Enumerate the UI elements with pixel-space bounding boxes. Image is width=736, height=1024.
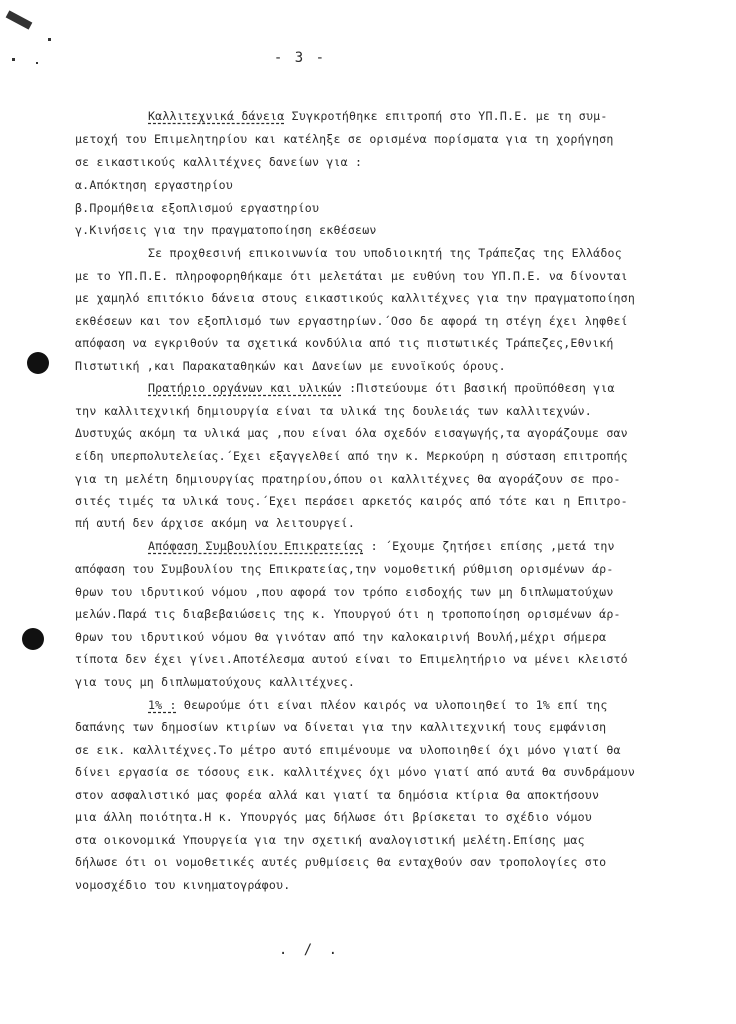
page-number: - 3 - — [273, 50, 327, 66]
text-line: σιτές τιμές τα υλικά τους.΄Εχει περάσει αρκετός καιρός από τότε και η Επιτρο- — [75, 494, 628, 508]
text-line: απόφαση του Συμβουλίου της Επικρατείας,την νομοθετική ρύθμιση ορισμένων άρ- — [75, 562, 614, 576]
text-line: μετοχή του Επιμελητηρίου και κατέληξε σε ορισμένα πορίσματα για τη χορήγηση — [75, 132, 614, 146]
text-line: νομοσχέδιο του κινηματογράφου. — [75, 878, 291, 892]
text-line: με το ΥΠ.Π.Ε. πληροφορηθήκαμε ότι μελετάται με ευθύνη του ΥΠ.Π.Ε. να δίνονται — [75, 269, 628, 283]
text-line: στον ασφαλιστικό μας φορέα αλλά και γιατί τα δημόσια κτίρια θα αποκτήσουν — [75, 788, 600, 802]
text-line: α.Απόκτηση εργαστηρίου — [75, 178, 233, 192]
text-line: την καλλιτεχνική δημιουργία είναι τα υλικά της δουλειάς των καλλιτεχνών. — [75, 404, 592, 418]
text-line: Απόφαση Συμβουλίου Επικρατείας : ΄Εχουμε ζητήσει επίσης ,μετά την — [148, 539, 615, 553]
text-line: τίποτα δεν έχει γίνει.Αποτέλεσμα αυτού είναι το Επιμελητήριο να μένει κλειστό — [75, 652, 628, 666]
continuation-mark: . / . — [278, 942, 342, 958]
text-line: μια άλλη ποιότητα.Η κ. Υπουργός μας δήλωσε ότι βρίσκεται το σχέδιο νόμου — [75, 810, 592, 824]
punch-hole-top — [27, 352, 49, 374]
text-line: Πρατήριο οργάνων και υλικών :Πιστεύουμε ότι βασική προϋπόθεση για — [148, 381, 615, 395]
text-line: δαπάνης των δημοσίων κτιρίων να δίνεται για την καλλιτεχνική τους εμφάνιση — [75, 720, 607, 734]
text-line: για τη μελέτη δημιουργίας πρατηρίου,όπου οι καλλιτέχνες θα αγοράζουν σε προ- — [75, 472, 621, 486]
text-line: είδη υπερπολυτελείας.΄Εχει εξαγγελθεί από την κ. Μερκούρη η σύσταση επιτροπής — [75, 449, 628, 463]
text-line: με χαμηλό επιτόκιο δάνεια στους εικαστικούς καλλιτέχνες για την πραγματοποίηση — [75, 291, 636, 305]
text-line: εκθέσεων και τον εξοπλισμό των εργαστηρίων.΄Οσο δε αφορά τη στέγη έχει ληφθεί — [75, 314, 628, 328]
scan-speck — [48, 38, 51, 41]
heading-percent: 1% : — [148, 698, 177, 712]
text-line: γ.Κινήσεις για την πραγματοποίηση εκθέσεων — [75, 223, 377, 237]
text-line: απόφαση να εγκριθούν τα σχετικά κονδύλια από τις πιστωτικές Τράπεζες,Εθνική — [75, 336, 614, 350]
text-line: θρων του ιδρυτικού νόμου θα γινόταν από την καλοκαιρινή Βουλή,μέχρι σήμερα — [75, 630, 607, 644]
text-line: δήλωσε ότι οι νομοθετικές αυτές ρυθμίσεις θα ενταχθούν σαν τροπολογίες στο — [75, 855, 607, 869]
text-line: θρων του ιδρυτικού νόμου ,που αφορά τον τρόπο εισδοχής των μη διπλωματούχων — [75, 585, 614, 599]
text-line: Δυστυχώς ακόμη τα υλικά μας ,που είναι όλα σχεδόν εισαγωγής,τα αγοράζουμε σαν — [75, 426, 628, 440]
text-line: στα οικονομικά Υπουργεία για την σχετική αναλογιστική μελέτη.Επίσης μας — [75, 833, 585, 847]
heading-loans: Καλλιτεχνικά δάνεια — [148, 109, 285, 123]
text-line: β.Προμήθεια εξοπλισμού εργαστηρίου — [75, 201, 320, 215]
scan-mark — [6, 10, 33, 29]
text-line: Σε προχθεσινή επικοινωνία του υποδιοικητή της Τράπεζας της Ελλάδος — [148, 246, 622, 260]
heading-store: Πρατήριο οργάνων και υλικών — [148, 381, 342, 395]
text-line: μελών.Παρά τις διαβεβαιώσεις της κ. Υπουργού ότι η τροποποίηση ορισμένων άρ- — [75, 607, 621, 621]
text-line: δίνει εργασία σε τόσους εικ. καλλιτέχνες όχι μόνο γιατί από αυτά θα συνδράμουν — [75, 765, 636, 779]
text-line: σε εικαστικούς καλλιτέχνες δανείων για : — [75, 155, 363, 169]
text-line: πή αυτή δεν άρχισε ακόμη να λειτουργεί. — [75, 516, 356, 530]
text-line: Πιστωτική ,και Παρακαταθηκών και Δανείων με ευνοϊκούς όρους. — [75, 359, 506, 373]
heading-council: Απόφαση Συμβουλίου Επικρατείας — [148, 539, 364, 553]
text-line: 1% : Θεωρούμε ότι είναι πλέον καιρός να υλοποιηθεί το 1% επί της — [148, 698, 608, 712]
text-line: για τους μη διπλωματούχους καλλιτέχνες. — [75, 675, 356, 689]
text-line: σε εικ. καλλιτέχνες.Το μέτρο αυτό επιμένουμε να υλοποιηθεί όχι μόνο γιατί θα — [75, 743, 621, 757]
text-line: Καλλιτεχνικά δάνεια Συγκροτήθηκε επιτροπή στο ΥΠ.Π.Ε. με τη συμ- — [148, 109, 608, 123]
punch-hole-bottom — [22, 628, 44, 650]
